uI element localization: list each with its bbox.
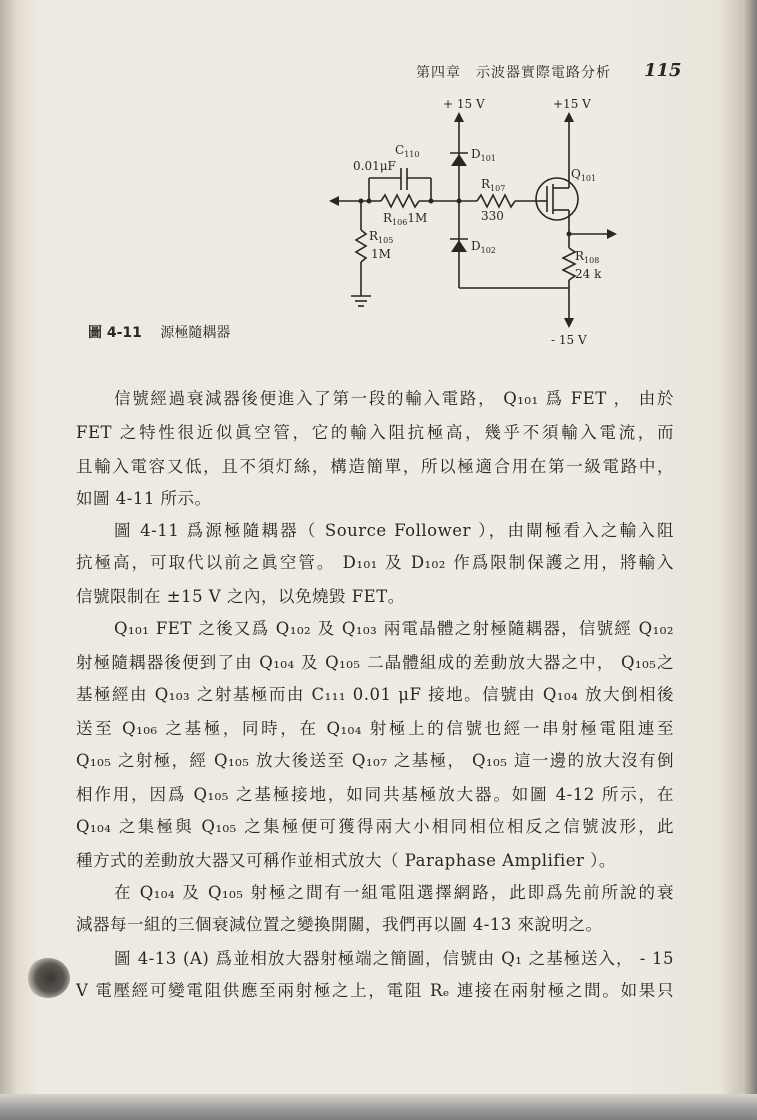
r108-zigzag [563, 248, 575, 280]
d101-symbol [451, 154, 467, 166]
text-line: 抗極高，可取代以前之眞空管。 D₁₀₁ 及 D₁₀₂ 作爲限制保護之用，將輸入 [76, 553, 674, 572]
text-line: 減器每一組的三個衰減位置之變換開關，我們再以圖 4-13 來說明之。 [76, 915, 603, 934]
label-r107: $R_{107}$ [481, 177, 506, 193]
figure-title: 源極隨耦器 [160, 325, 231, 341]
page-header [416, 62, 686, 82]
text-line: 信號經過衰減器後便進入了第一段的輸入電路， Q₁₀₁ 爲 FET ， 由於 [114, 389, 674, 408]
text-line: 在 Q₁₀₄ 及 Q₁₀₅ 射極之間有一組電阻選擇網路，此即爲先前所說的衰 [114, 883, 674, 902]
vplus-right-arrow-icon [564, 112, 574, 122]
text-line: Q₁₀₁ FET 之後又爲 Q₁₀₂ 及 Q₁₀₃ 兩電晶體之射極隨耦器，信號經 Q₁₀₂ [114, 619, 674, 638]
label-vminus: - 15 V [551, 333, 587, 347]
text-line: 種方式的差動放大器又可稱作並相式放大（ Paraphase Amplifier ）。 [76, 851, 616, 870]
label-d101: $D_{101}$ [471, 147, 496, 163]
output-arrow-icon [607, 229, 617, 239]
label-d102: $D_{102}$ [471, 239, 496, 255]
text-line: 圖 4-11 爲源極隨耦器（ Source Follower ），由閘極看入之輸入阻 [114, 521, 674, 540]
text-line: 信號限制在 ±15 V 之內，以免燒毀 FET。 [76, 587, 405, 606]
r107-zigzag [477, 195, 515, 207]
d102-symbol [451, 240, 467, 252]
text-line: Q₁₀₅ 之射極，經 Q₁₀₅ 放大後送至 Q₁₀₇ 之基極， Q₁₀₅ 這一邊的放大沒有倒 [76, 751, 674, 770]
label-r108: $R_{108}$ [575, 249, 600, 265]
text-line: 送至 Q₁₀₆ 之基極，同時，在 Q₁₀₄ 射極上的信號也經一串射極電阻連至 [76, 719, 674, 738]
scan-bottom-edge [0, 1094, 757, 1120]
text-line: 相作用，因爲 Q₁₀₅ 之基極接地，如同共基極放大器。如圖 4-12 所示，在 [76, 785, 674, 804]
label-c110: $C_{110}$ [395, 143, 420, 159]
input-arrow-icon [329, 196, 339, 206]
text-line: 且輸入電容又低，且不須灯絲，構造簡單，所以極適合用在第一級電路中， [76, 457, 674, 476]
text-line: 圖 4-13 (A) 爲並相放大器射極端之簡圖，信號由 Q₁ 之基極送入， - 15 [114, 949, 674, 968]
text-line: 如圖 4-11 所示。 [76, 489, 212, 508]
circuit-diagram [325, 98, 625, 350]
text-line: FET 之特性很近似眞空管，它的輸入阻抗極高，幾乎不須輸入電流，而 [76, 423, 674, 442]
label-q101: $Q_{101}$ [571, 167, 597, 183]
figure-number: 圖 4-11 [88, 325, 142, 341]
label-r105: $R_{105}$ [369, 229, 394, 245]
text-line: 射極隨耦器後便到了由 Q₁₀₄ 及 Q₁₀₅ 二晶體組成的差動放大器之中， Q₁₀₅之 [76, 653, 674, 672]
label-r105-value: 1M [371, 247, 391, 261]
label-r107-value: 330 [481, 209, 504, 223]
circuit-schematic [325, 98, 625, 350]
label-c110-value: 0.01μF [353, 159, 396, 173]
r106-zigzag [381, 195, 419, 207]
vminus-arrow-icon [564, 318, 574, 328]
running-title: 第四章 示波器實際電路分析 [416, 65, 611, 81]
text-line: V 電壓經可變電阻供應至兩射極之上，電阻 Rₑ 連接在兩射極之間。如果只 [76, 981, 674, 1000]
page-number: 115 [644, 60, 682, 81]
text-line: 基極經由 Q₁₀₃ 之射基極而由 C₁₁₁ 0.01 μF 接地。信號由 Q₁₀₄ 放大倒相後 [76, 685, 674, 704]
r105-zigzag [356, 230, 366, 262]
text-line: Q₁₀₄ 之集極與 Q₁₀₅ 之集極便可獲得兩大小相同相位相反之信號波形，此 [76, 817, 674, 836]
q101-fet-circle [536, 178, 578, 220]
label-r106: $R_{106}1M$ [383, 211, 428, 227]
page-edge-shadow [743, 0, 757, 1094]
figure-caption [88, 322, 230, 342]
vplus-left-arrow-icon [454, 112, 464, 122]
label-vplus-left: + 15 V [443, 97, 485, 111]
label-vplus-right: +15 V [553, 97, 591, 111]
label-r108-value: 24 k [575, 267, 602, 281]
page-hole [26, 958, 70, 998]
